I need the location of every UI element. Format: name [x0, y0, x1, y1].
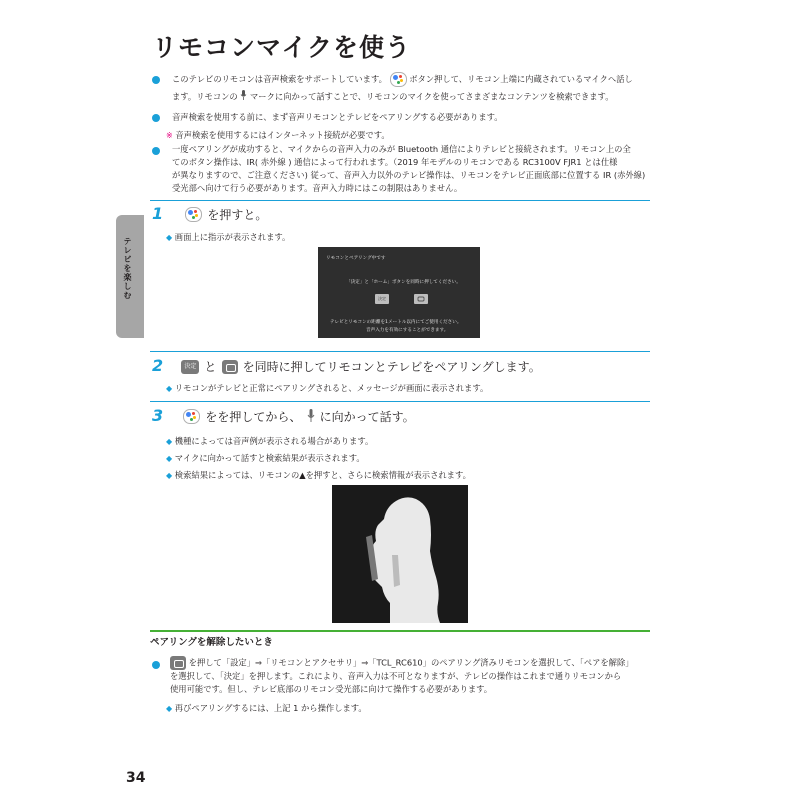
diamond-bullet-icon: ◆ [166, 704, 173, 713]
intro-line: てのボタン操作は、IR( 赤外線 ) 通信によって行われます。（2019 年モデルのリモコンである RC3100V FJR1 とは仕様 [172, 157, 618, 167]
section-divider [150, 351, 650, 352]
side-tab-label: テレビを楽しむ [123, 237, 132, 300]
step-number: 1 [152, 204, 164, 223]
page-title: リモコンマイクを使う [152, 33, 412, 62]
unpair-heading: ペアリングを解除したいとき [150, 637, 273, 648]
step-note-text: マイクに向かって話すと検索結果が表示されます。 [174, 453, 365, 463]
google-assistant-icon [183, 409, 200, 424]
intro-text: マークに向かって話すことで、リモコンのマイクを使ってさまざまなコンテンツを検索できます。 [250, 91, 614, 102]
tv-screen-header: リモコンとペアリング中です [326, 256, 386, 261]
step-note-text: リモコンがテレビと正常にペアリングされると、メッセージが画面に表示されます。 [174, 383, 489, 393]
step-text: を押すと。 [207, 208, 268, 222]
woman-speaking-silhouette-image [332, 485, 468, 623]
section-divider [150, 401, 650, 402]
intro-paragraph-3 [172, 143, 662, 195]
home-key-icon [222, 360, 238, 374]
step-1-heading [152, 204, 267, 223]
diamond-bullet-icon: ◆ [166, 233, 173, 242]
step-text: と [204, 360, 217, 374]
home-key-icon [414, 294, 428, 304]
microphone-icon [240, 90, 247, 104]
step-3-heading [152, 406, 415, 426]
microphone-icon [307, 407, 315, 426]
bullet-dot [152, 76, 160, 84]
google-assistant-icon [390, 72, 407, 87]
step-3-note-item [166, 450, 471, 467]
tv-screen-footer: テレビとリモコンの距離を1メートル以内にてご使用ください。 [330, 320, 462, 325]
note-mark-icon: ※ [166, 131, 173, 140]
intro-paragraph-2: 音声検索を使用する前に、まず音声リモコンとテレビをペアリングする必要があります。 [172, 112, 503, 122]
diamond-bullet-icon: ◆ [166, 437, 173, 446]
home-key-icon [170, 656, 186, 670]
step-text: をを押してから、 [205, 410, 302, 424]
unpair-text: を押して「設定」⇒「リモコンとアクセサリ」⇒「TCL_RC610」のペアリング済みリモコンを選択して、「ペアを解除」 [188, 657, 634, 668]
section-divider [150, 200, 650, 201]
unpair-text: を選択して、「決定」を押します。これにより、音声入力は不可となりますが、テレビの操作はこれまで通りリモコンから [170, 671, 622, 681]
diamond-bullet-icon: ◆ [166, 384, 173, 393]
tv-pairing-screen [318, 247, 480, 338]
step-text: を同時に押してリモコンとテレビをペアリングします。 [242, 360, 541, 374]
step-note-text: 画面上に指示が表示されます。 [174, 232, 291, 242]
step-3-note-item [166, 433, 471, 450]
diamond-bullet-icon: ◆ [166, 454, 173, 463]
intro-line: 受光部へ向けて行う必要があります。音声入力時にはこの制限はありません。 [172, 183, 463, 193]
step-3-notes [166, 433, 471, 484]
intro-paragraph-1 [172, 72, 652, 87]
step-note-text: 機種によっては音声例が表示される場合があります。 [174, 436, 374, 446]
tv-screen-instruction: 「決定」と「ホーム」ボタンを同時に押してください。 [346, 280, 461, 285]
google-assistant-icon [185, 207, 202, 222]
intro-text: このテレビのリモコンは音声検索をサポートしています。 [172, 74, 387, 84]
step-number: 3 [152, 406, 164, 425]
intro-text: ボタン押して、リモコン上端に内蔵されているマイクへ話し [409, 74, 633, 84]
step-note-text: 検索結果によっては、リモコンの▲を押すと、さらに検索情報が表示されます。 [174, 470, 471, 480]
side-chapter-tab [116, 215, 144, 338]
step-text: に向かって話す。 [319, 410, 415, 424]
section-divider-green [150, 630, 650, 632]
step-2-heading [152, 356, 541, 375]
intro-line: が異なりますので、ご注意ください) 従って、音声入力以外のテレビ操作は、リモコンをテレビ正面底部に位置する IR (赤外線) [172, 170, 646, 180]
unpair-paragraph [170, 656, 634, 696]
intro-note-text: 音声検索を使用するにはインターネット接続が必要です。 [175, 130, 390, 140]
step-number: 2 [152, 356, 164, 375]
bullet-dot [152, 114, 160, 122]
unpair-text: 使用可能です。但し、テレビ底部のリモコン受光部に向けて操作する必要があります。 [170, 684, 493, 694]
ok-key-icon: 決定 [375, 294, 389, 304]
ok-key-icon: 決定 [181, 360, 199, 374]
unpair-note [166, 702, 367, 715]
bullet-dot [152, 661, 160, 669]
intro-text: ます。リモコンの [172, 91, 238, 102]
intro-paragraph-1-cont [172, 90, 614, 104]
diamond-bullet-icon: ◆ [166, 471, 173, 480]
unpair-note-text: 再びペアリングするには、上記 1 から操作します。 [174, 703, 367, 713]
intro-note [166, 129, 390, 142]
page-number: 34 [126, 770, 146, 786]
step-3-note-item [166, 467, 471, 484]
tv-screen-footer: 音声入力を有効にすることができます。 [366, 328, 449, 333]
step-1-note [166, 231, 290, 244]
intro-line: 一度ペアリングが成功すると、マイクからの音声入力のみが Bluetooth 通信によりテレビと接続されます。リモコン上の全 [172, 144, 631, 154]
bullet-dot [152, 147, 160, 155]
step-2-note [166, 382, 488, 395]
